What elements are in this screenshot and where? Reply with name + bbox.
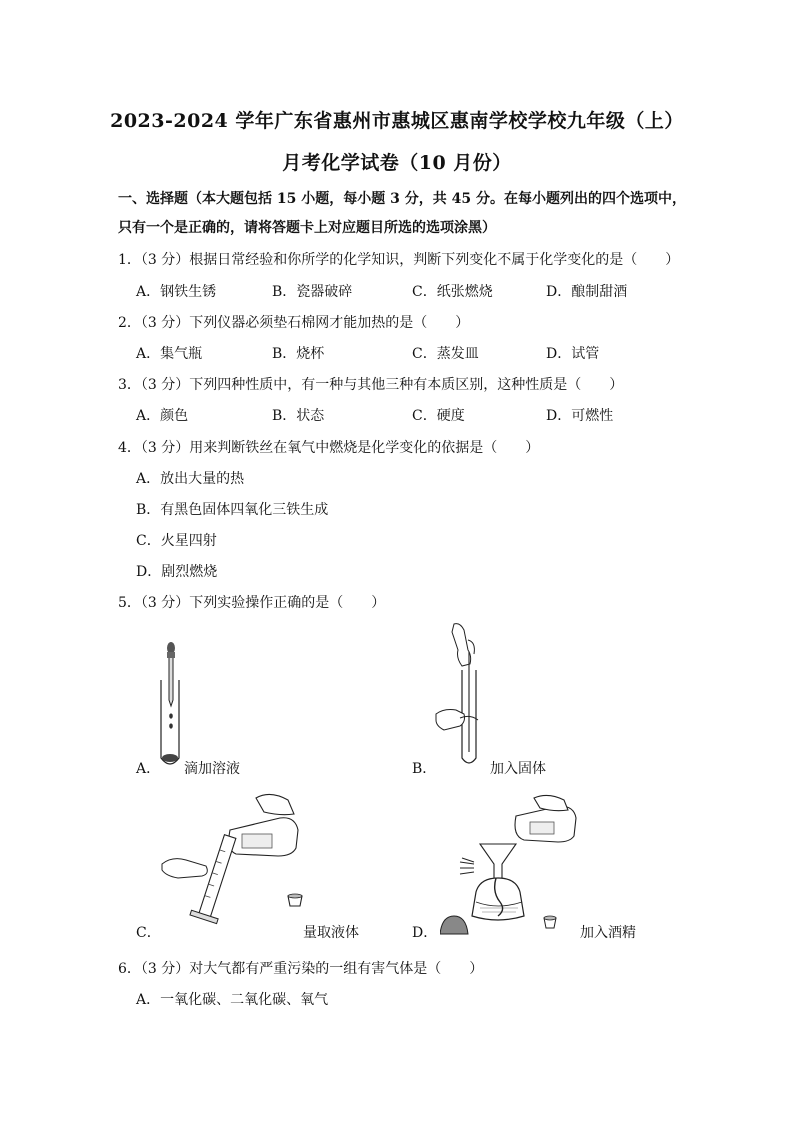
question-4-stem: 4．（3 分）用来判断铁丝在氧气中燃烧是化学变化的依据是（ ） [118,440,540,456]
question-4-option-b: B．有黑色固体四氧化三铁生成 [136,502,329,518]
adding-solid-to-test-tube-figure [430,622,500,772]
question-6-stem: 6．（3 分）对大气都有严重污染的一组有害气体是（ ） [118,961,484,977]
question-2-stem: 2．（3 分）下列仪器必须垫石棉网才能加热的是（ ） [118,315,470,331]
question-5-option-c-caption: 量取液体 [303,925,359,941]
question-1-stem: 1．（3 分）根据日常经验和你所学的化学知识，判断下列变化不属于化学变化的是（ ） [118,252,680,268]
question-2-option-b: B．烧杯 [272,346,325,362]
question-3-option-c: C．硬度 [412,408,465,424]
question-4-option-a: A．放出大量的热 [136,471,245,487]
exam-title-line1: 2023-2024 学年广东省惠州市惠城区惠南学校学校九年级（上） [110,110,684,132]
question-5-option-d-letter: D． [412,925,438,941]
question-5-stem: 5．（3 分）下列实验操作正确的是（ ） [118,595,386,611]
question-5-option-a-caption: 滴加溶液 [184,761,240,777]
question-1-option-c: C．纸张燃烧 [412,284,493,300]
question-2-option-d: D．试管 [546,346,600,362]
question-4-option-d: D．剧烈燃烧 [136,564,218,580]
section-heading-line1: 一、选择题（本大题包括 15 小题，每小题 3 分，共 45 分。在每小题列出的四个选项中， [118,191,686,207]
dropper-into-test-tube-figure [150,640,190,772]
question-5-option-a-letter: A． [136,761,161,777]
question-1-option-d: D．酿制甜酒 [546,284,628,300]
question-5-option-c-letter: C． [136,925,161,941]
question-2-option-a: A．集气瓶 [136,346,203,362]
question-6-option-a: A．一氧化碳、二氧化碳、氧气 [136,992,329,1008]
question-1-option-a: A．钢铁生锈 [136,284,217,300]
question-3-option-d: D．可燃性 [546,408,614,424]
question-3-option-a: A．颜色 [136,408,189,424]
section-heading-line2: 只有一个是正确的，请将答题卡上对应题目所选的选项涂黑） [118,220,496,236]
question-1-option-b: B．瓷器破碎 [272,284,353,300]
question-2-option-c: C．蒸发皿 [412,346,479,362]
question-5-option-b-letter: B． [412,761,437,777]
question-3-option-b: B．状态 [272,408,325,424]
exam-title-line2: 月考化学试卷（10 月份） [282,152,512,174]
measuring-liquid-cylinder-figure [160,790,310,930]
question-5-option-b-caption: 加入固体 [490,761,546,777]
question-5-option-d-caption: 加入酒精 [580,925,636,941]
adding-alcohol-to-lamp-figure [440,792,590,942]
question-4-option-c: C．火星四射 [136,533,217,549]
question-3-stem: 3．（3 分）下列四种性质中，有一种与其他三种有本质区别，这种性质是（ ） [118,377,624,393]
